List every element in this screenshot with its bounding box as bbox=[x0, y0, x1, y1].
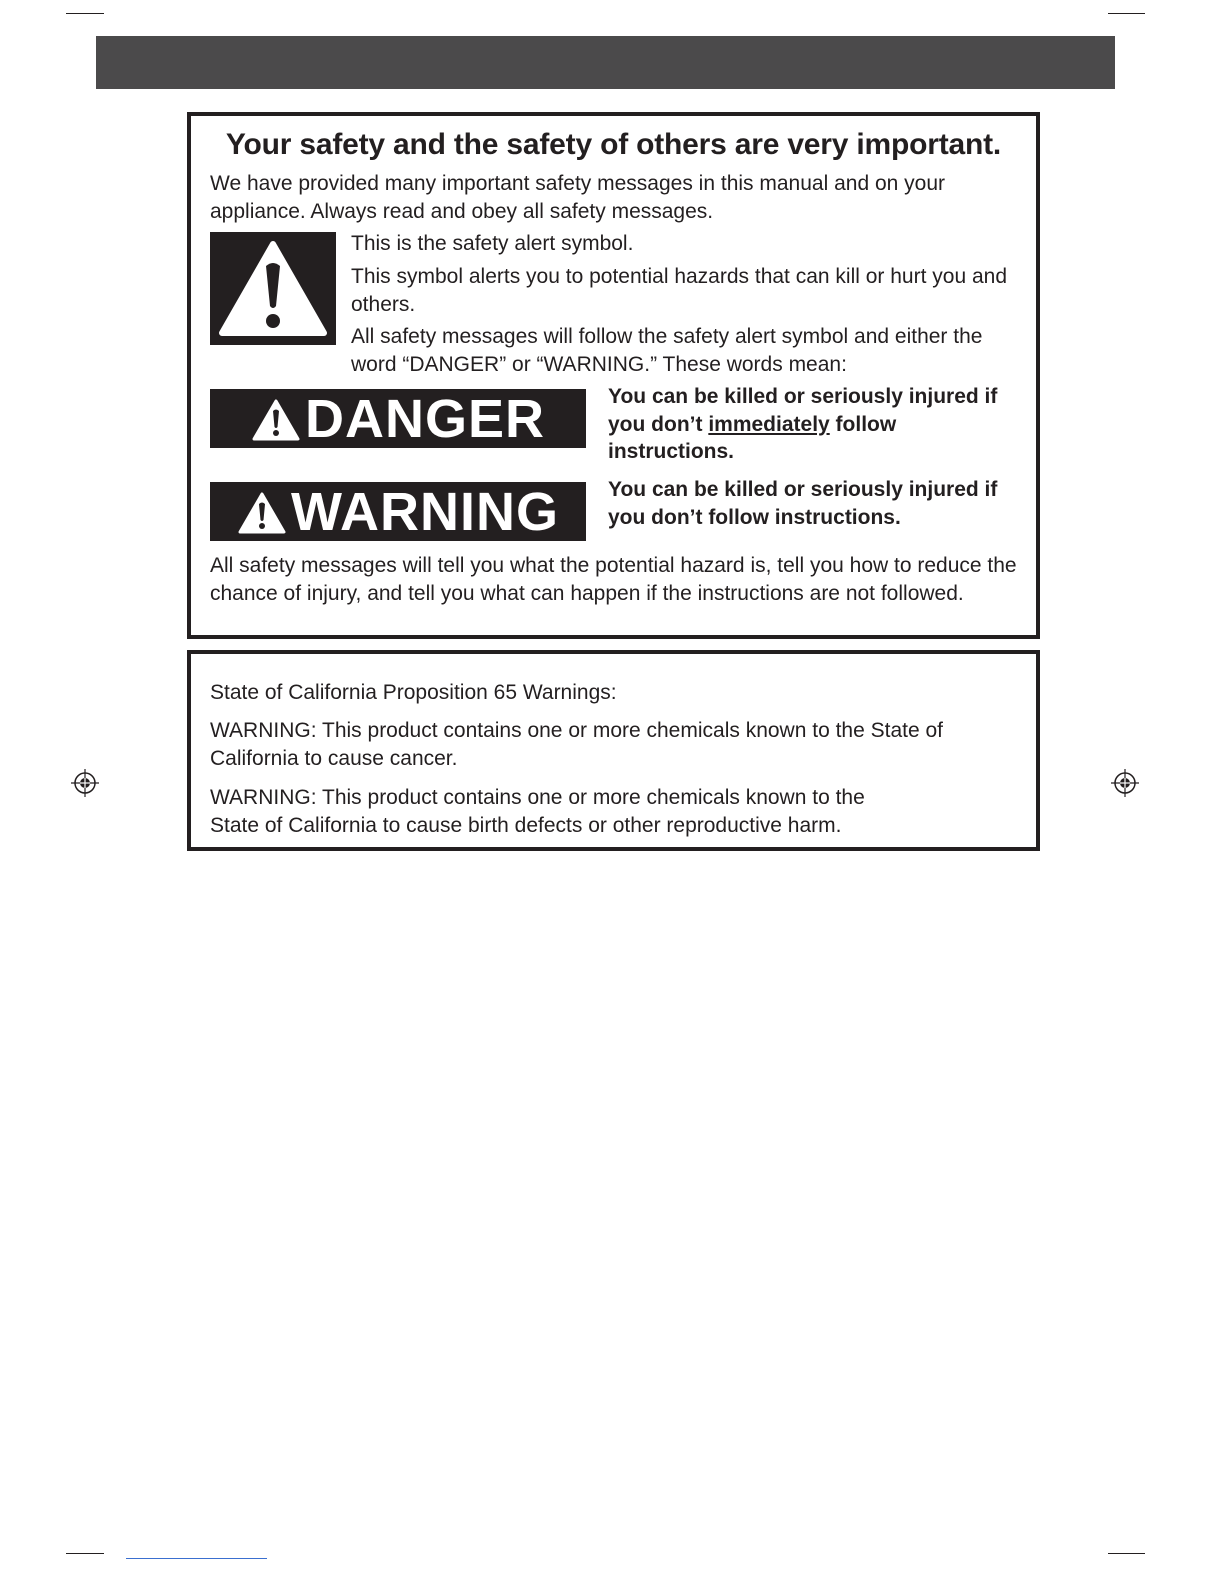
safety-outro: All safety messages will tell you what the potential hazard is, tell you how to reduce the chance of injury, and tell you what can happen if the instructions are not followed. bbox=[210, 554, 1017, 605]
safety-box bbox=[187, 112, 1040, 639]
danger-label bbox=[210, 389, 586, 448]
prop65-cancer-warning: WARNING: This product contains one or more chemicals known to the State of California to cause cancer. bbox=[210, 719, 943, 770]
danger-meaning-emphasis: immediately bbox=[708, 412, 830, 436]
prop65-birth-defects-warning bbox=[210, 784, 1030, 839]
warning-label bbox=[210, 482, 586, 541]
danger-meaning-part1: You can be killed or seriously injured if you don’t bbox=[608, 385, 998, 436]
danger-alert-icon bbox=[251, 398, 301, 442]
prop65-birth-line-1: WARNING: This product contains one or more chemicals known to the bbox=[210, 786, 865, 809]
blue-guide-line bbox=[126, 1558, 267, 1559]
warning-meaning: You can be killed or seriously injured if you don’t follow instructions. bbox=[608, 478, 998, 529]
symbol-line-1: This is the safety alert symbol. bbox=[351, 232, 634, 255]
prop65-birth-line-2: State of California to cause birth defects or other reproductive harm. bbox=[210, 813, 842, 837]
danger-meaning bbox=[608, 383, 1028, 466]
prop65-heading: State of California Proposition 65 Warnings: bbox=[210, 681, 617, 704]
header-bar bbox=[96, 36, 1115, 89]
crop-mark-top-right bbox=[1108, 13, 1145, 14]
warning-alert-icon bbox=[237, 491, 287, 535]
danger-word: DANGER bbox=[304, 388, 545, 449]
danger-meaning-part2: follow instructions. bbox=[608, 412, 897, 463]
safety-title: Your safety and the safety of others are very important. bbox=[225, 128, 1002, 161]
warning-word: WARNING bbox=[291, 481, 559, 542]
crop-mark-top-left bbox=[66, 13, 104, 14]
registration-mark-icon bbox=[71, 769, 99, 797]
safety-intro: We have provided many important safety messages in this manual and on your appliance. Always read and obey all safety messages. bbox=[210, 172, 945, 223]
crop-mark-bottom-right bbox=[1108, 1553, 1145, 1554]
prop65-box bbox=[187, 650, 1040, 851]
crop-mark-bottom-left bbox=[66, 1553, 104, 1554]
symbol-line-3: All safety messages will follow the safety alert symbol and either the word “DANGER” or “WARNING.” These words mean: bbox=[351, 325, 983, 376]
registration-mark-icon bbox=[1111, 769, 1139, 797]
safety-alert-icon bbox=[210, 232, 336, 345]
symbol-line-2: This symbol alerts you to potential hazards that can kill or hurt you and others. bbox=[351, 265, 1008, 316]
